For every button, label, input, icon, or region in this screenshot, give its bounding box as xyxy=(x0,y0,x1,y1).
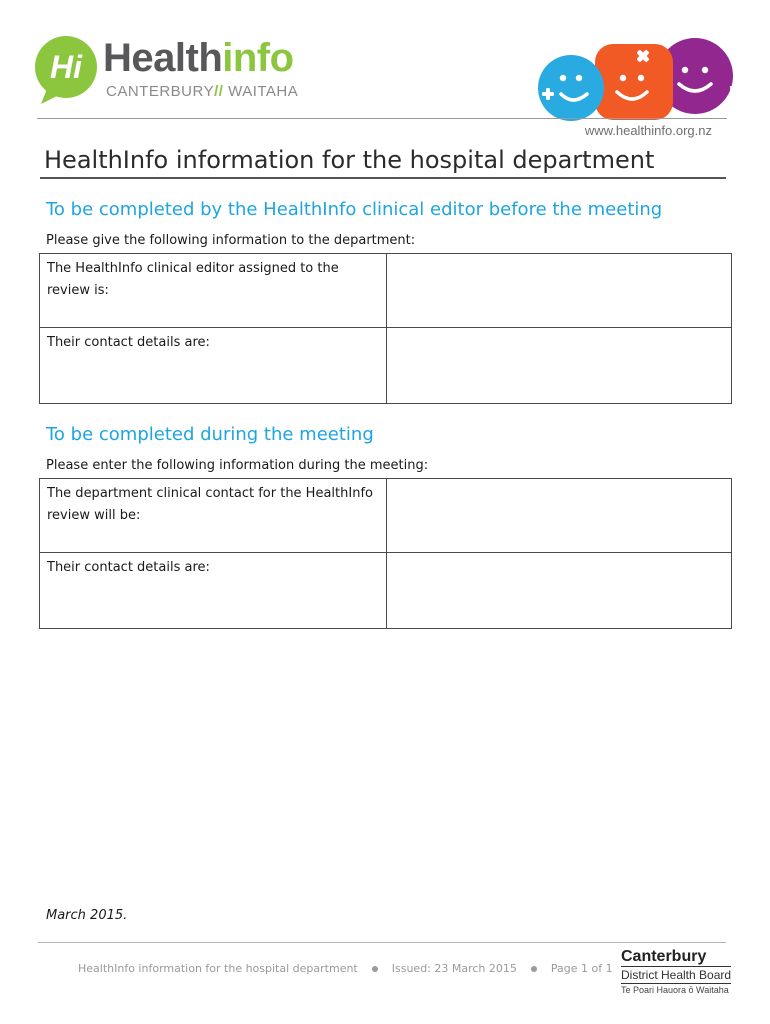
field-input-department-contact-details[interactable] xyxy=(387,553,732,629)
hi-speech-bubble-icon xyxy=(33,34,103,106)
table-row xyxy=(40,553,732,629)
table-row xyxy=(40,328,732,404)
form-table-before-meeting xyxy=(39,253,732,404)
field-label-department-contact-details: Their contact details are: xyxy=(40,553,387,629)
footer-info xyxy=(78,962,613,975)
footer-page-number: Page 1 of 1 xyxy=(550,962,613,975)
brand-region-left: CANTERBURY xyxy=(106,83,215,100)
field-input-clinical-editor[interactable] xyxy=(387,254,732,328)
footer-issued-date: Issued: 23 March 2015 xyxy=(391,962,517,975)
field-label-editor-contact: Their contact details are: xyxy=(40,328,387,404)
brand-health: Health xyxy=(103,36,223,80)
field-label-department-contact: The department clinical contact for the HealthInfo review will be: xyxy=(40,479,387,553)
form-table-during-meeting xyxy=(39,478,732,629)
website-url: www.healthinfo.org.nz xyxy=(584,123,712,138)
bullet-icon xyxy=(531,966,537,972)
table-row xyxy=(40,254,732,328)
footer-document-name: HealthInfo information for the hospital department xyxy=(78,962,358,975)
section-instruction-before-meeting: Please give the following information to the department: xyxy=(46,233,416,248)
brand-name xyxy=(103,36,294,81)
cdhb-logo xyxy=(621,948,731,997)
cdhb-maori-name: Te Poari Hauora ō Waitaha xyxy=(621,985,729,995)
section-instruction-during-meeting: Please enter the following information during the meeting: xyxy=(46,458,429,473)
header-divider xyxy=(37,118,727,119)
brand-region-separator: // xyxy=(214,83,224,100)
page-title: HealthInfo information for the hospital department xyxy=(44,146,655,174)
field-input-editor-contact[interactable] xyxy=(387,328,732,404)
title-underline xyxy=(40,177,726,179)
smiley-faces-illustration xyxy=(535,36,735,122)
section-heading-during-meeting: To be completed during the meeting xyxy=(46,424,374,445)
table-row xyxy=(40,479,732,553)
healthinfo-logo xyxy=(33,34,323,106)
field-input-department-contact[interactable] xyxy=(387,479,732,553)
cdhb-name: Canterbury xyxy=(621,948,707,965)
brand-region-right: WAITAHA xyxy=(228,83,299,100)
document-date: March 2015. xyxy=(46,908,128,923)
footer-divider xyxy=(38,942,726,943)
brand-region xyxy=(106,83,298,100)
brand-info: info xyxy=(222,36,294,80)
field-label-clinical-editor: The HealthInfo clinical editor assigned to the review is: xyxy=(40,254,387,328)
cdhb-board: District Health Board xyxy=(621,968,732,982)
bullet-icon xyxy=(372,966,378,972)
svg-text:Hi: Hi xyxy=(50,49,82,85)
section-heading-before-meeting: To be completed by the HealthInfo clinical editor before the meeting xyxy=(46,199,663,220)
